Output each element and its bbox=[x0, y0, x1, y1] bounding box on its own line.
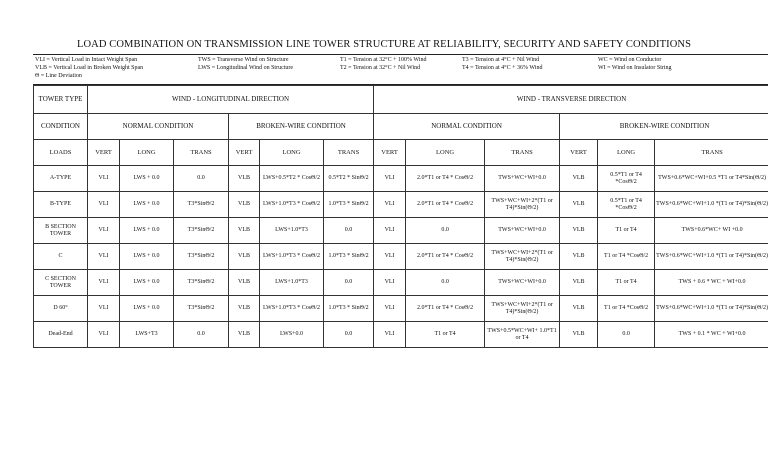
table-cell: LWS+1.0*T3 * CosΘ/2 bbox=[260, 296, 324, 322]
table-row bbox=[34, 218, 768, 244]
table-cell: VLI bbox=[374, 244, 406, 270]
tower-type-cell: A-TYPE bbox=[34, 166, 88, 192]
table-cell: 1.0*T3 * SinΘ/2 bbox=[324, 244, 374, 270]
table-cell: TWS+WC+WI+0.0 bbox=[485, 270, 560, 296]
table-cell: LWS + 0.0 bbox=[120, 218, 174, 244]
table-cell: 2.0*T1 or T4 * CosΘ/2 bbox=[406, 166, 485, 192]
column-header: TRANS bbox=[174, 140, 229, 166]
table-cell: T1 or T4 *CosΘ/2 bbox=[598, 296, 655, 322]
column-header: TRANS bbox=[324, 140, 374, 166]
column-header: LONG bbox=[260, 140, 324, 166]
legend-item: WI = Wind on Insulator String bbox=[598, 65, 672, 71]
table-cell: VLB bbox=[560, 218, 598, 244]
table-cell: TWS+WC+WI+0.0 bbox=[485, 218, 560, 244]
table-cell: VLB bbox=[229, 296, 260, 322]
table-row bbox=[34, 244, 768, 270]
condition-label: CONDITION bbox=[34, 114, 88, 140]
document-title: LOAD COMBINATION ON TRANSMISSION LINE TOWER STRUCTURE AT RELIABILITY, SECURITY AND SAFETY CONDITIONS bbox=[76, 39, 692, 50]
table-cell: VLI bbox=[374, 192, 406, 218]
table-cell: 0.0 bbox=[174, 166, 229, 192]
table-cell: VLB bbox=[560, 244, 598, 270]
legend-item: LWS = Longitudinal Wind on Structure bbox=[198, 65, 294, 71]
table-cell: T1 or T4 bbox=[598, 218, 655, 244]
table-cell: VLB bbox=[229, 244, 260, 270]
table-cell: 0.0 bbox=[598, 322, 655, 348]
table-cell: LWS+0.5*T2 * CosΘ/2 bbox=[260, 166, 324, 192]
table-cell: T3*SinΘ/2 bbox=[174, 270, 229, 296]
table-cell: T3*SinΘ/2 bbox=[174, 192, 229, 218]
table-cell: 2.0*T1 or T4 * CosΘ/2 bbox=[406, 244, 485, 270]
transverse-direction-header: WIND - TRANSVERSE DIRECTION bbox=[374, 86, 768, 114]
table-cell: VLB bbox=[229, 218, 260, 244]
table-cell: LWS+0.0 bbox=[260, 322, 324, 348]
loads-label: LOADS bbox=[34, 140, 88, 166]
table-row bbox=[34, 270, 768, 296]
column-header: TRANS bbox=[485, 140, 560, 166]
table-cell: VLB bbox=[229, 166, 260, 192]
table-row bbox=[34, 192, 768, 218]
loads-header-row bbox=[34, 140, 768, 166]
table-cell: LWS + 0.0 bbox=[120, 192, 174, 218]
table-cell: VLB bbox=[229, 322, 260, 348]
column-header: LONG bbox=[406, 140, 485, 166]
table-cell: TWS + 0.1 * WC + WI+0.0 bbox=[655, 322, 768, 348]
tower-type-cell: B-TYPE bbox=[34, 192, 88, 218]
table-cell: TWS+WC+WI+2*(T1 or T4)*Sin(Θ/2) bbox=[485, 244, 560, 270]
table-cell: VLB bbox=[229, 192, 260, 218]
broken-condition-header: BROKEN-WIRE CONDITION bbox=[560, 114, 768, 140]
table-cell: TWS+0.6*WC+ WI +0.0 bbox=[655, 218, 768, 244]
table-row bbox=[34, 322, 768, 348]
table-cell: 0.0 bbox=[174, 322, 229, 348]
table-cell: 2.0*T1 or T4 * CosΘ/2 bbox=[406, 296, 485, 322]
table-cell: 0.0 bbox=[406, 270, 485, 296]
column-header: LONG bbox=[598, 140, 655, 166]
table-cell: VLI bbox=[374, 296, 406, 322]
table-cell: VLB bbox=[229, 270, 260, 296]
tower-type-header: TOWER TYPE bbox=[34, 86, 88, 114]
load-combination-table bbox=[33, 85, 768, 348]
tower-type-cell: D 60° bbox=[34, 296, 88, 322]
table-cell: T1 or T4 bbox=[406, 322, 485, 348]
legend-item: VLB = Vertical Load in Broken Weight Span bbox=[35, 65, 144, 71]
column-header: VERT bbox=[374, 140, 406, 166]
table-cell: LWS+1.0*T3 bbox=[260, 270, 324, 296]
legend-item: T1 = Tension at 32°C + 100% Wind bbox=[340, 57, 427, 63]
table-cell: VLB bbox=[560, 322, 598, 348]
broken-condition-header: BROKEN-WIRE CONDITION bbox=[229, 114, 374, 140]
table-cell: TWS+0.6*WC+WI+0.5 *T1 or T4*Sin(Θ/2) bbox=[655, 166, 768, 192]
table-cell: T1 or T4 bbox=[598, 270, 655, 296]
table-cell: 0.5*T1 or T4 *CosΘ/2 bbox=[598, 192, 655, 218]
normal-condition-header: NORMAL CONDITION bbox=[374, 114, 560, 140]
table-body bbox=[34, 166, 768, 348]
table-cell: 0.0 bbox=[324, 270, 374, 296]
column-header: LONG bbox=[120, 140, 174, 166]
table-cell: VLI bbox=[374, 218, 406, 244]
table-cell: 0.5*T2 * SinΘ/2 bbox=[324, 166, 374, 192]
legend-item: TWS = Transverse Wind on Structure bbox=[198, 57, 289, 63]
table-row bbox=[34, 296, 768, 322]
table-cell: VLB bbox=[560, 192, 598, 218]
table-cell: T1 or T4 *CosΘ/2 bbox=[598, 244, 655, 270]
table-cell: 2.0*T1 or T4 * CosΘ/2 bbox=[406, 192, 485, 218]
table-cell: LWS + 0.0 bbox=[120, 270, 174, 296]
legend-box bbox=[33, 54, 768, 85]
table-cell: LWS+T3 bbox=[120, 322, 174, 348]
legend-item: T3 = Tension at 4°C + Nil Wind bbox=[462, 57, 540, 63]
legend-item: T4 = Tension at 4°C + 36% Wind bbox=[462, 65, 543, 71]
table-cell: TWS+0.6*WC+WI+1.0 *(T1 or T4)*Sin(Θ/2) bbox=[655, 192, 768, 218]
table-cell: 1.0*T3 * SinΘ/2 bbox=[324, 192, 374, 218]
table-cell: LWS + 0.0 bbox=[120, 296, 174, 322]
legend-item: Θ = Line Deviation bbox=[35, 73, 82, 79]
table-cell: 1.0*T3 * SinΘ/2 bbox=[324, 296, 374, 322]
table-cell: VLB bbox=[560, 270, 598, 296]
table-cell: VLI bbox=[88, 192, 120, 218]
longitudinal-direction-header: WIND - LONGITUDINAL DIRECTION bbox=[88, 86, 374, 114]
table-cell: VLI bbox=[88, 270, 120, 296]
table-cell: VLI bbox=[374, 166, 406, 192]
legend-item: T2 = Tension at 32°C + Nil Wind bbox=[340, 65, 421, 71]
table-cell: LWS+1.0*T3 * CosΘ/2 bbox=[260, 244, 324, 270]
column-header: TRANS bbox=[655, 140, 768, 166]
table-cell: VLI bbox=[88, 296, 120, 322]
table-cell: 0.0 bbox=[406, 218, 485, 244]
table-cell: VLB bbox=[560, 296, 598, 322]
table-cell: 0.5*T1 or T4 *CosΘ/2 bbox=[598, 166, 655, 192]
table-cell: TWS+0.6*WC+WI+1.0 *(T1 or T4)*Sin(Θ/2) bbox=[655, 244, 768, 270]
table-cell: LWS+1.0*T3 bbox=[260, 218, 324, 244]
tower-type-cell: C bbox=[34, 244, 88, 270]
table-cell: T3*SinΘ/2 bbox=[174, 218, 229, 244]
tower-type-cell: C SECTION TOWER bbox=[34, 270, 88, 296]
tower-type-cell: Dead-End bbox=[34, 322, 88, 348]
direction-header-row bbox=[34, 86, 768, 114]
table-cell: VLI bbox=[88, 218, 120, 244]
table-cell: LWS+1.0*T3 * CosΘ/2 bbox=[260, 192, 324, 218]
column-header: VERT bbox=[560, 140, 598, 166]
table-cell: VLI bbox=[374, 322, 406, 348]
table-cell: TWS+WC+WI+2*(T1 or T4)*Sin(Θ/2) bbox=[485, 192, 560, 218]
table-cell: TWS + 0.6 * WC + WI+0.0 bbox=[655, 270, 768, 296]
table-cell: VLI bbox=[374, 270, 406, 296]
table-cell: VLI bbox=[88, 322, 120, 348]
table-cell: T3*SinΘ/2 bbox=[174, 296, 229, 322]
column-header: VERT bbox=[88, 140, 120, 166]
table-row bbox=[34, 166, 768, 192]
table-cell: 0.0 bbox=[324, 218, 374, 244]
table-cell: 0.0 bbox=[324, 322, 374, 348]
tower-type-cell: B SECTION TOWER bbox=[34, 218, 88, 244]
table-cell: TWS+0.6*WC+WI+1.0 *(T1 or T4)*Sin(Θ/2) bbox=[655, 296, 768, 322]
legend-item: WC = Wind on Conductor bbox=[598, 57, 662, 63]
normal-condition-header: NORMAL CONDITION bbox=[88, 114, 229, 140]
table-cell: TWS+WC+WI+2*(T1 or T4)*Sin(Θ/2) bbox=[485, 296, 560, 322]
table-cell: LWS + 0.0 bbox=[120, 244, 174, 270]
table-cell: VLB bbox=[560, 166, 598, 192]
table-cell: VLI bbox=[88, 166, 120, 192]
condition-header-row bbox=[34, 114, 768, 140]
table-cell: T3*SinΘ/2 bbox=[174, 244, 229, 270]
table-cell: TWS+WC+WI+0.0 bbox=[485, 166, 560, 192]
table-cell: LWS + 0.0 bbox=[120, 166, 174, 192]
column-header: VERT bbox=[229, 140, 260, 166]
table-cell: TWS+0.5*WC+WI+ 1.0*T1 or T4 bbox=[485, 322, 560, 348]
table-cell: VLI bbox=[88, 244, 120, 270]
legend-item: VLI = Vertical Load in Intact Weight Span bbox=[35, 57, 138, 63]
